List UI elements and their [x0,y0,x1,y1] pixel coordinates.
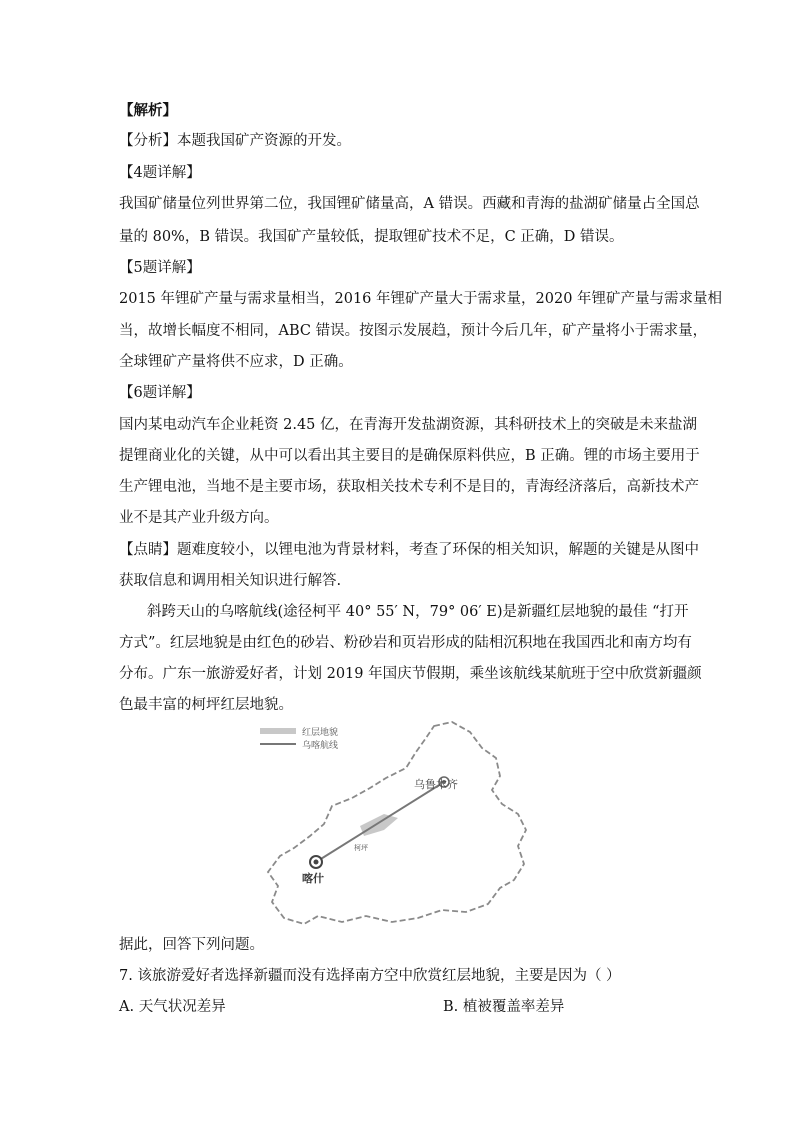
kashgar-label: 喀什 [302,872,324,885]
after-map-text: 据此，回答下列问题。 [119,937,264,953]
q5-line-3: 全球锂矿产量将供不应求，D 正确。 [119,354,353,370]
q7-stem: 7. 该旅游爱好者选择新疆而没有选择南方空中欣赏红层地貌，主要是因为（ ） [119,968,621,984]
q5-line-1: 2015 年锂矿产量与需求量相当，2016 年锂矿产量大于需求量，2020 年锂矿产量与需求量相 [119,291,723,307]
intro-line-4: 色最丰富的柯坪红层地貌。 [119,697,293,713]
legend-route-label: 乌喀航线 [302,741,339,751]
analysis-header: 【解析】 [119,102,177,119]
red-layer-area [360,814,398,836]
q4-line-2: 量的 80%，B 错误。我国矿产量较低，提取锂矿技术不足，C 正确，D 错误。 [119,229,624,245]
q7-option-a: A. 天气状况差异 [119,999,226,1015]
q4-header: 【4题详解】 [119,165,201,181]
kashgar-marker-dot [314,860,319,865]
intro-line-1: 斜跨天山的乌喀航线(途径柯平 40° 55′ N，79° 06′ E)是新疆红层地貌的最佳 “打开 [147,604,689,620]
legend-red-layer-swatch [260,728,296,734]
xinjiang-route-map [256,718,528,928]
flight-route-line [316,782,444,862]
q6-line-4: 业不是其产业升级方向。 [119,510,279,526]
q6-line-3: 生产锂电池，当地不是主要市场，获取相关技术专利不是目的，青海经济落后，高新技术产 [119,479,699,495]
q6-header: 【6题详解】 [119,385,201,401]
q5-line-2: 当，故增长幅度不相同，ABC 错误。按图示发展趋，预计今后几年，矿产量将小于需求量， [119,323,708,339]
legend-red-layer-label: 红层地貌 [302,728,339,738]
q5-header: 【5题详解】 [119,260,201,276]
analysis-text: 【分析】本题我国矿产资源的开发。 [119,133,351,149]
tip-line-1: 【点睛】题难度较小，以锂电池为背景材料，考查了环保的相关知识，解题的关键是从图中 [119,542,699,558]
tip-line-2: 获取信息和调用相关知识进行解答. [119,573,342,589]
intro-line-3: 分布。广东一旅游爱好者，计划 2019 年国庆节假期，乘坐该航线某航班于空中欣赏新疆颜 [119,666,702,682]
intro-line-2: 方式”。红层地貌是由红色的砂岩、粉砂岩和页岩形成的陆相沉积地在我国西北和南方均有 [119,635,692,651]
q6-line-2: 提锂商业化的关键，从中可以看出其主要目的是确保原料供应，B 正确。锂的市场主要用于 [119,448,700,464]
keping-label: 柯坪 [354,844,368,852]
q7-option-b: B. 植被覆盖率差异 [443,999,565,1015]
q4-line-1: 我国矿储量位列世界第二位，我国锂矿储量高，A 错误。西藏和青海的盐湖矿储量占全国总 [119,196,700,212]
urumqi-label: 乌鲁木齐 [414,778,458,791]
xinjiang-boundary [268,722,526,924]
q6-line-1: 国内某电动汽车企业耗资 2.45 亿，在青海开发盐湖资源，其科研技术上的突破是未来盐湖 [119,417,697,433]
